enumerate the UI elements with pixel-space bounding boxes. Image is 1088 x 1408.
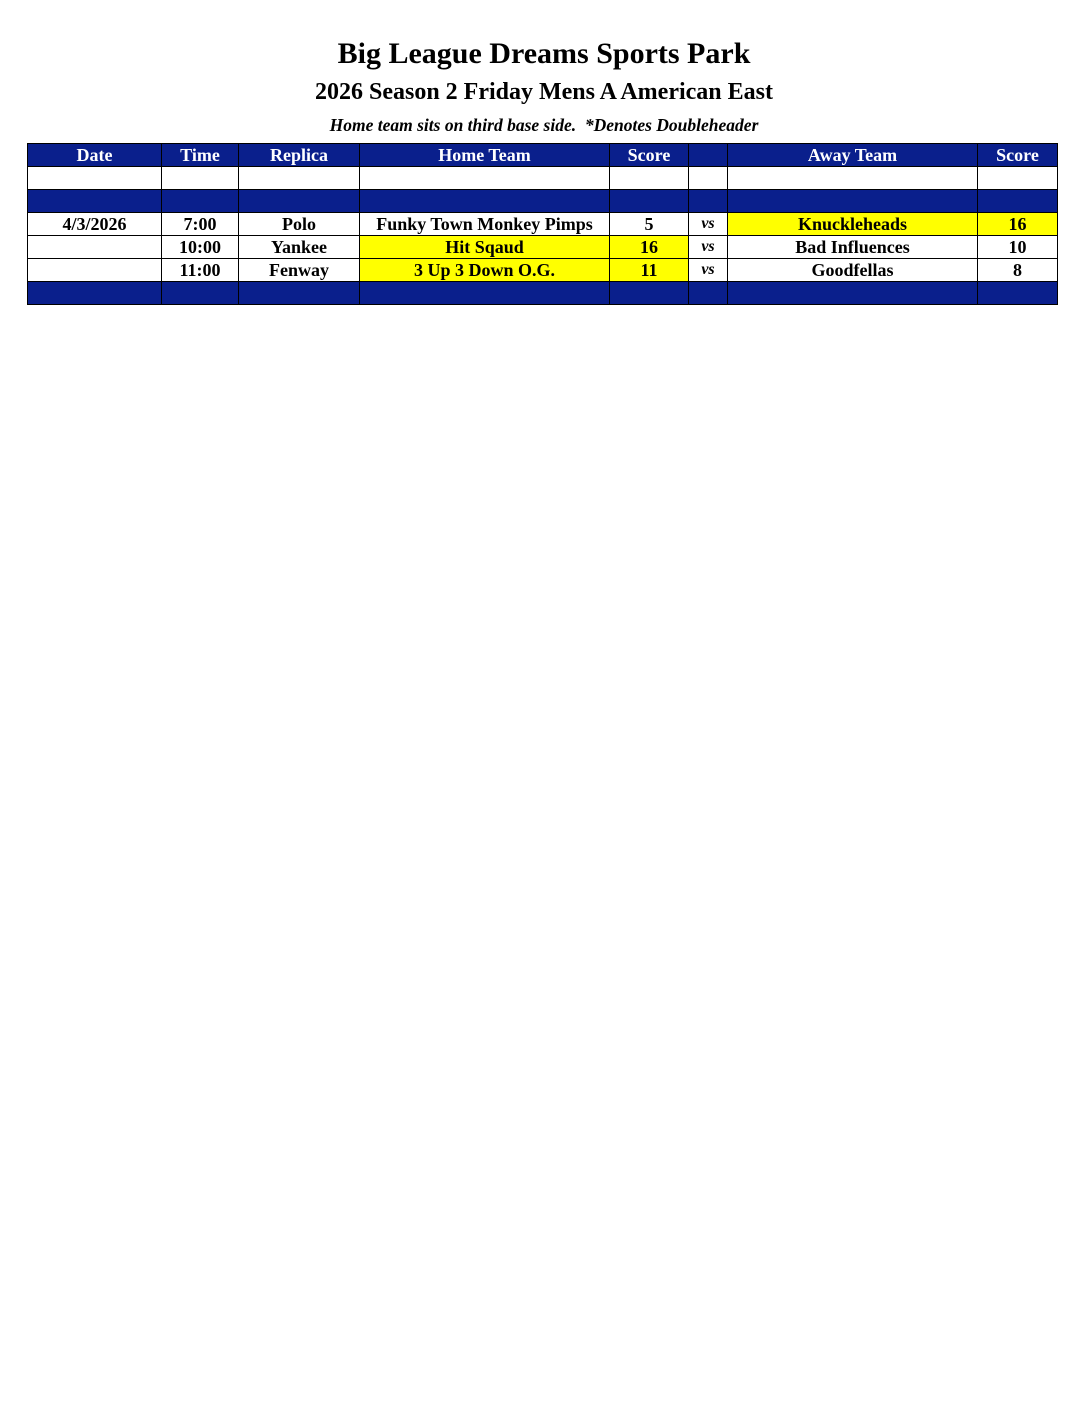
empty-cell [239,167,360,190]
empty-cell [978,167,1058,190]
band-cell [689,282,728,305]
empty-cell [610,167,689,190]
game-row [28,213,1058,236]
time-cell: 11:00 [162,259,239,282]
away-score-cell: 10 [978,236,1058,259]
date-cell: 4/3/2026 [28,213,162,236]
band-cell [28,282,162,305]
band-cell [239,190,360,213]
empty-cell [28,167,162,190]
band-cell [360,190,610,213]
home-team-cell: 3 Up 3 Down O.G. [360,259,610,282]
band-cell [162,190,239,213]
page-subtitle: 2026 Season 2 Friday Mens A American East [314,79,773,105]
empty-cell [728,167,978,190]
band-cell [360,282,610,305]
band-cell [978,282,1058,305]
schedule-table [27,143,1058,305]
band-cell [610,282,689,305]
band-cell [728,190,978,213]
vs-cell: vs [689,236,728,259]
table-header-row [28,144,1058,167]
band-cell [239,282,360,305]
separator-band-row [28,190,1058,213]
vs-cell: vs [689,213,728,236]
time-cell: 10:00 [162,236,239,259]
vs-cell: vs [689,259,728,282]
band-cell [978,190,1058,213]
band-cell [728,282,978,305]
band-cell [610,190,689,213]
date-cell [28,236,162,259]
schedule-note: Home team sits on third base side. *Denotes Doubleheader [329,115,759,135]
home-score-cell: 5 [610,213,689,236]
separator-band-row [28,282,1058,305]
replica-cell: Fenway [239,259,360,282]
replica-cell: Polo [239,213,360,236]
band-cell [162,282,239,305]
band-cell [28,190,162,213]
column-header-home-score: Score [610,144,689,167]
empty-cell [162,167,239,190]
empty-row [28,167,1058,190]
home-score-cell: 11 [610,259,689,282]
column-header-away-score: Score [978,144,1058,167]
date-cell [28,259,162,282]
column-header-vs [689,144,728,167]
away-score-cell: 16 [978,213,1058,236]
column-header-time: Time [162,144,239,167]
game-row [28,236,1058,259]
empty-cell [689,167,728,190]
away-team-cell: Bad Influences [728,236,978,259]
column-header-away-team: Away Team [728,144,978,167]
away-score-cell: 8 [978,259,1058,282]
band-cell [689,190,728,213]
home-score-cell: 16 [610,236,689,259]
empty-cell [360,167,610,190]
column-header-home-team: Home Team [360,144,610,167]
column-header-replica: Replica [239,144,360,167]
page-title: Big League Dreams Sports Park [337,37,751,70]
away-team-cell: Goodfellas [728,259,978,282]
replica-cell: Yankee [239,236,360,259]
game-row [28,259,1058,282]
away-team-cell: Knuckleheads [728,213,978,236]
time-cell: 7:00 [162,213,239,236]
home-team-cell: Funky Town Monkey Pimps [360,213,610,236]
home-team-cell: Hit Sqaud [360,236,610,259]
column-header-date: Date [28,144,162,167]
